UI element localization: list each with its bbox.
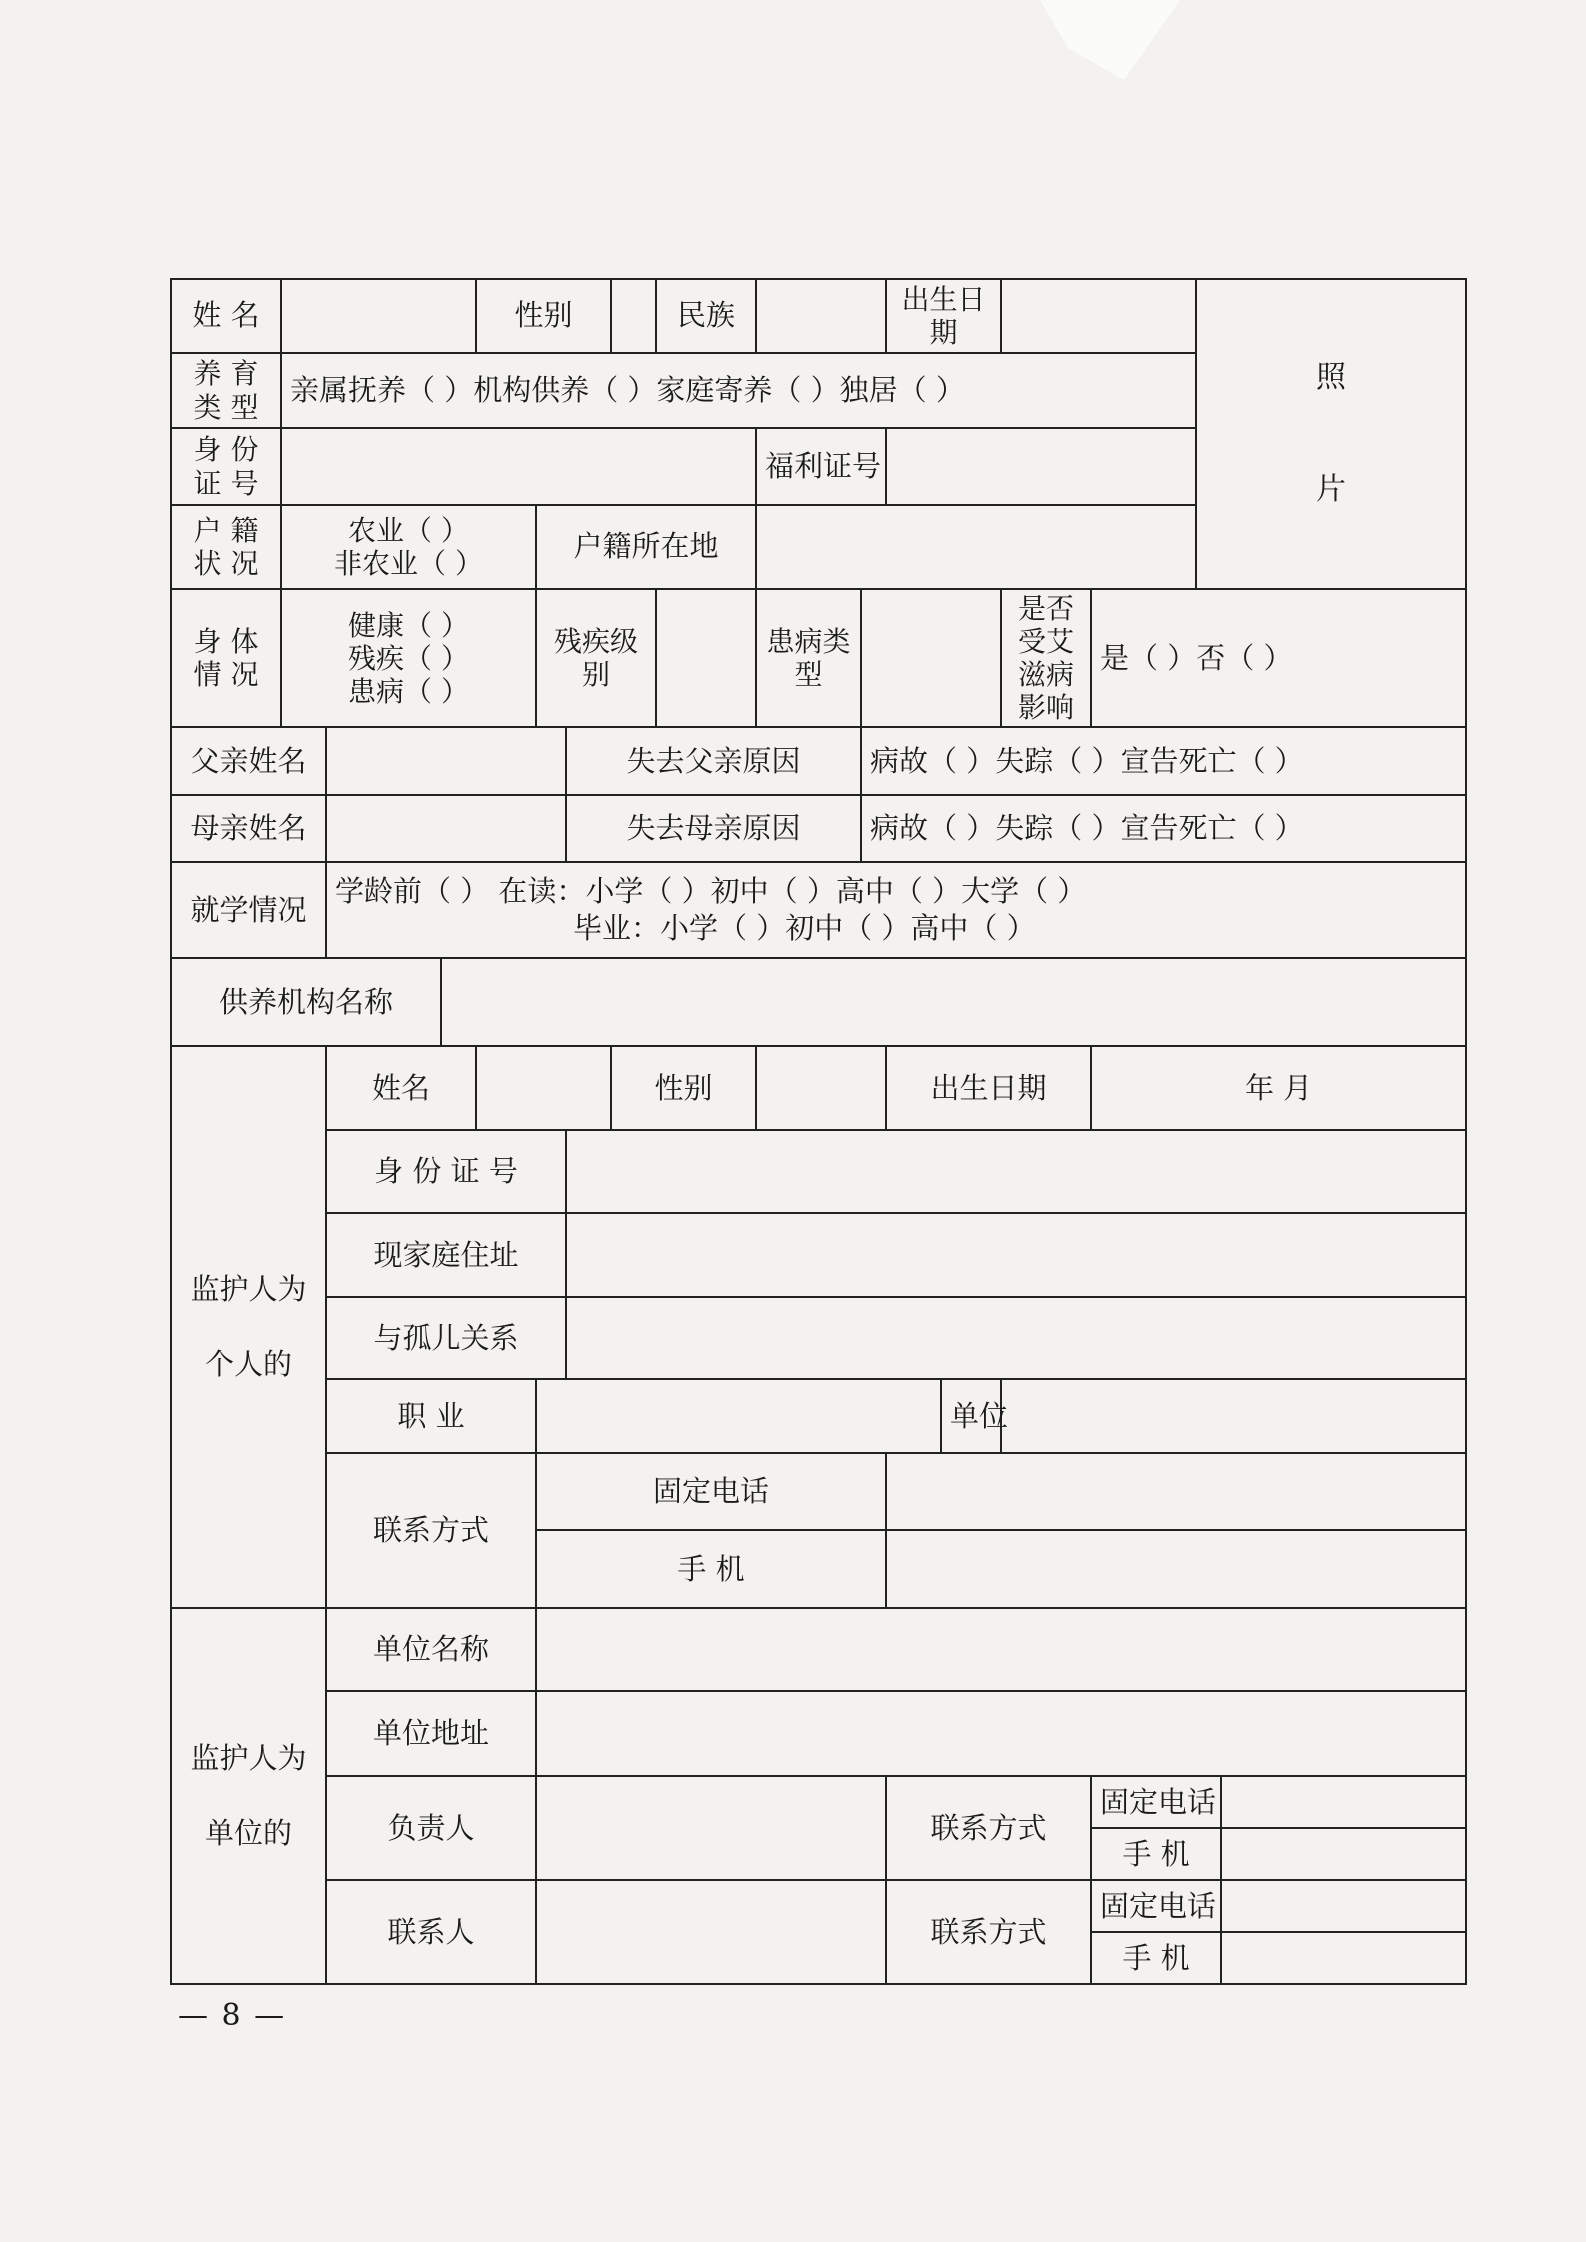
gu-leader-value[interactable] — [536, 1776, 886, 1880]
gp-name-value[interactable] — [476, 1046, 611, 1130]
gp-landline-label: 固定电话 — [536, 1453, 886, 1530]
gu-cp-contact-label: 联系方式 — [886, 1880, 1091, 1984]
institution-label: 供养机构名称 — [171, 958, 441, 1046]
father-value[interactable] — [326, 727, 566, 795]
welfare-label: 福利证号 — [756, 428, 886, 505]
household-location-label: 户籍所在地 — [536, 505, 756, 589]
gp-id-label: 身 份 证 号 — [326, 1130, 566, 1213]
gu-cp-landline-label: 固定电话 — [1091, 1880, 1221, 1932]
father-reason-label: 失去父亲原因 — [566, 727, 861, 795]
gp-unit-value[interactable] — [1001, 1379, 1466, 1453]
disability-level-label: 残疾级别 — [536, 589, 656, 727]
ethnic-label: 民族 — [656, 279, 756, 353]
gu-unit-addr-value[interactable] — [536, 1691, 1466, 1776]
gu-contact-person-value[interactable] — [536, 1880, 886, 1984]
health-options[interactable] — [281, 589, 536, 727]
household-options[interactable] — [281, 505, 536, 589]
gp-landline-value[interactable] — [886, 1453, 1466, 1530]
gu-cp-landline-value[interactable] — [1221, 1880, 1466, 1932]
household-label: 户 籍 状 况 — [171, 505, 281, 589]
page-number: — 8 — — [178, 1998, 287, 2033]
household-nonagri: 非农业（ ） — [334, 547, 483, 580]
photo-area — [1196, 279, 1466, 589]
health-label: 身 体 情 况 — [171, 589, 281, 727]
gu-leader-landline-value[interactable] — [1221, 1776, 1466, 1828]
gp-gender-label: 性别 — [611, 1046, 756, 1130]
gp-id-value[interactable] — [566, 1130, 1466, 1213]
gu-unit-name-value[interactable] — [536, 1608, 1466, 1691]
gu-cp-mobile-label: 手 机 — [1091, 1932, 1221, 1984]
guardian-person-label — [171, 1046, 326, 1608]
aids-options[interactable]: 是（ ）否（ ） — [1091, 589, 1466, 727]
gp-name-label: 姓名 — [326, 1046, 476, 1130]
gu-contact-person-label: 联系人 — [326, 1880, 536, 1984]
id-value[interactable] — [281, 428, 756, 505]
name-value[interactable] — [281, 279, 476, 353]
gp-job-label: 职 业 — [326, 1379, 536, 1453]
disease-type-value[interactable] — [861, 589, 1001, 727]
gu-leader-landline-label: 固定电话 — [1091, 1776, 1221, 1828]
gp-gender-value[interactable] — [756, 1046, 886, 1130]
gu-leader-mobile-value[interactable] — [1221, 1828, 1466, 1880]
guardian-unit-label-1: 监护人为 — [190, 1741, 307, 1776]
photo-label-bottom: 片 — [1316, 472, 1347, 508]
gender-value[interactable] — [611, 279, 656, 353]
health-healthy: 健康（ ） — [348, 608, 469, 642]
father-label: 父亲姓名 — [171, 727, 326, 795]
gu-unit-addr-label: 单位地址 — [326, 1691, 536, 1776]
gu-leader-mobile-label: 手 机 — [1091, 1828, 1221, 1880]
mother-reason-label: 失去母亲原因 — [566, 795, 861, 862]
gp-unit-label: 单位 — [941, 1379, 1001, 1453]
upbringing-options[interactable]: 亲属抚养（ ）机构供养（ ）家庭寄养（ ）独居（ ） — [281, 353, 1196, 428]
gp-job-value[interactable] — [536, 1379, 941, 1453]
household-agri: 农业（ ） — [348, 513, 469, 547]
id-label: 身 份 证 号 — [171, 428, 281, 505]
welfare-value[interactable] — [886, 428, 1196, 505]
gp-mobile-label: 手 机 — [536, 1530, 886, 1608]
gp-mobile-value[interactable] — [886, 1530, 1466, 1608]
disability-level-value[interactable] — [656, 589, 756, 727]
gp-birth-year-month[interactable]: 年 月 — [1091, 1046, 1466, 1130]
gp-address-value[interactable] — [566, 1213, 1466, 1297]
schooling-line-2: 毕业：小学（ ）初中（ ）高中（ ） — [573, 911, 1036, 946]
name-label: 姓 名 — [171, 279, 281, 353]
schooling-options[interactable] — [326, 862, 1466, 958]
gp-contact-label: 联系方式 — [326, 1453, 536, 1608]
mother-reason-options[interactable]: 病故（ ）失踪（ ）宣告死亡（ ） — [861, 795, 1466, 862]
gu-cp-mobile-value[interactable] — [1221, 1932, 1466, 1984]
gp-relation-value[interactable] — [566, 1297, 1466, 1379]
disease-type-label: 患病类型 — [756, 589, 861, 727]
gender-label: 性别 — [476, 279, 611, 353]
page-corner-fold — [1040, 0, 1180, 80]
ethnic-value[interactable] — [756, 279, 886, 353]
gp-relation-label: 与孤儿关系 — [326, 1297, 566, 1379]
institution-value[interactable] — [441, 958, 1466, 1046]
guardian-unit-label — [171, 1608, 326, 1984]
gu-leader-label: 负责人 — [326, 1776, 536, 1880]
upbringing-label: 养 育 类 型 — [171, 353, 281, 428]
gu-leader-contact-label: 联系方式 — [886, 1776, 1091, 1880]
guardian-person-label-2: 个人的 — [204, 1346, 292, 1381]
birth-value[interactable] — [1001, 279, 1196, 353]
birth-label: 出生日期 — [886, 279, 1001, 353]
gu-unit-name-label: 单位名称 — [326, 1608, 536, 1691]
father-reason-options[interactable]: 病故（ ）失踪（ ）宣告死亡（ ） — [861, 727, 1466, 795]
orphan-registration-form — [170, 278, 1365, 1975]
guardian-unit-label-2: 单位的 — [204, 1815, 292, 1850]
household-location-value[interactable] — [756, 505, 1196, 589]
mother-value[interactable] — [326, 795, 566, 862]
health-sick: 患病（ ） — [348, 674, 469, 708]
mother-label: 母亲姓名 — [171, 795, 326, 862]
form-table — [170, 278, 1467, 1985]
health-disabled: 残疾（ ） — [348, 641, 469, 675]
aids-label: 是否受艾滋病影响 — [1001, 589, 1091, 727]
photo-label-top: 照 — [1316, 359, 1347, 395]
gp-birth-label: 出生日期 — [886, 1046, 1091, 1130]
schooling-label: 就学情况 — [171, 862, 326, 958]
schooling-line-1: 学龄前（ ） 在读：小学（ ）初中（ ）高中（ ）大学（ ） — [335, 874, 1087, 909]
guardian-person-label-1: 监护人为 — [190, 1272, 307, 1307]
gp-address-label: 现家庭住址 — [326, 1213, 566, 1297]
